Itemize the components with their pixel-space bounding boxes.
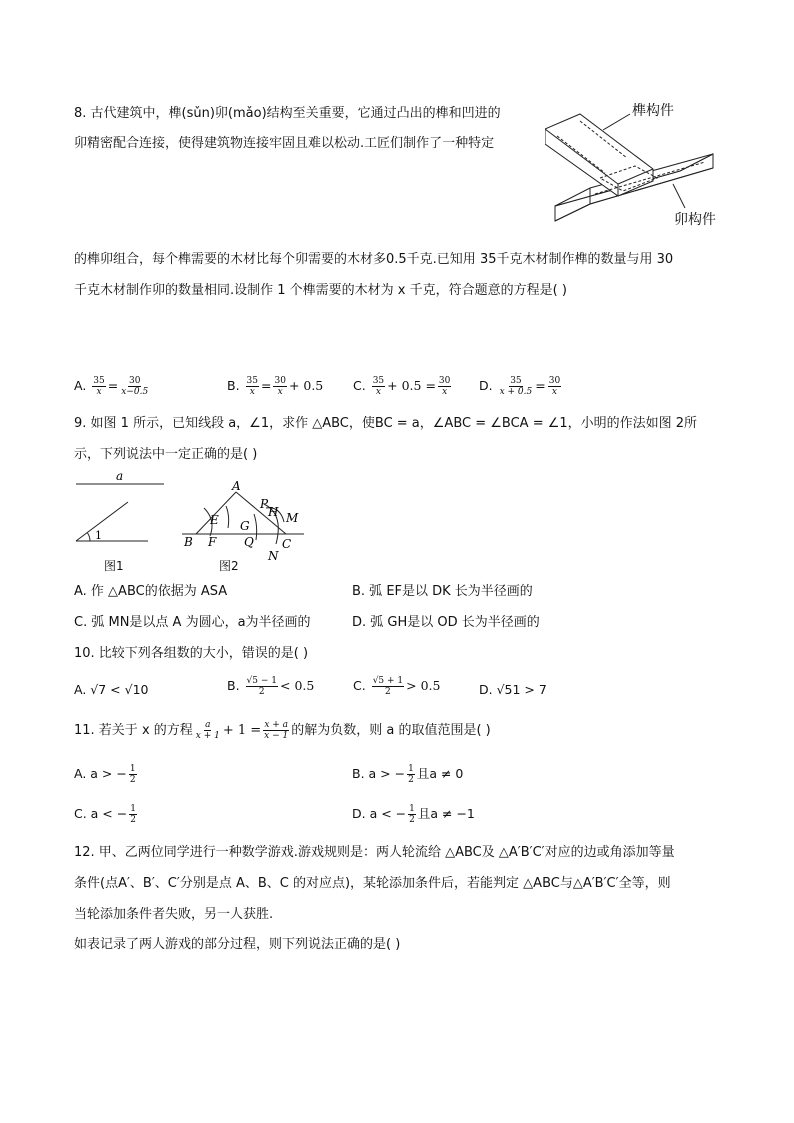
- mortise-label: 卯构件: [674, 212, 716, 228]
- q11-option-c: C. a < − $\frac{1}{2}$: [74, 804, 136, 825]
- q11-option-d: D. a < − $\frac{1}{2}$ 且a ≠ −1: [352, 804, 475, 825]
- angle-1-label: 1: [95, 529, 102, 542]
- figure-1: [68, 468, 173, 548]
- q11-option-b: B. a > − $\frac{1}{2}$ 且a ≠ 0: [352, 764, 464, 785]
- svg-text:P: P: [260, 497, 269, 511]
- q10-option-d: D. √51 > 7: [479, 682, 547, 697]
- q8-option-a: A. $\frac{35}{x}$ = $\frac{30}{x-0.5}$: [74, 376, 149, 397]
- q11-stem: 11. 若关于 x 的方程 $\frac{a}{x + 1}$ + 1 = $\frac{x + a}{x - 1}$ 的解为负数，则 a 的取值范围是( ): [74, 720, 491, 741]
- q8-line3: 的榫卯组合，每个榫需要的木材比每个卯需要的木材多0.5千克.已知用 35千克木材制作榫的数量与用 30: [74, 252, 674, 267]
- q12-line2: 条件(点A′、B′、C′分别是点 A、B、C 的对应点)，某轮添加条件后，若能判定 △ABC与△A′B′C′全等，则: [74, 876, 671, 891]
- q10-option-b: B. $\frac{√5 - 1}{2}$ < 0.5: [227, 676, 315, 697]
- q10-option-c: C. $\frac{√5 + 1}{2}$ > 0.5: [353, 676, 441, 697]
- svg-text:N: N: [268, 549, 279, 563]
- q8-option-c: C. $\frac{35}{x}$ + 0.5 = $\frac{30}{x}$: [353, 376, 451, 397]
- q8-line2: 卯精密配合连接，使得建筑物连接牢固且难以松动.工匠们制作了一种特定: [74, 136, 495, 151]
- q9-option-b: B. 弧 EF是以 DK 长为半径画的: [352, 584, 533, 599]
- q8-line4: 千克木材制作卯的数量相同.设制作 1 个榫需要的木材为 x 千克，符合题意的方程是( ): [74, 283, 567, 298]
- svg-text:Q: Q: [244, 535, 254, 549]
- tenon-label: 榫构件: [632, 103, 674, 119]
- svg-text:M: M: [286, 511, 299, 525]
- q9-line2: 示，下列说法中一定正确的是( ): [74, 447, 258, 462]
- q9-option-c: C. 弧 MN是以点 A 为圆心，a为半径画的: [74, 615, 311, 630]
- q8-option-b: B. $\frac{35}{x}$ = $\frac{30}{x}$ + 0.5: [227, 376, 324, 397]
- segment-a-label: a: [116, 469, 124, 483]
- q12-line1: 12. 甲、乙两位同学进行一种数学游戏.游戏规则是：两人轮流给 △ABC及 △A′B′C′对应的边或角添加等量: [74, 845, 675, 860]
- fig1-caption: 图1: [104, 559, 124, 573]
- q10-option-a: A. √7 < √10: [74, 682, 149, 697]
- q10-stem: 10. 比较下列各组数的大小，错误的是( ): [74, 646, 309, 661]
- svg-text:H: H: [268, 505, 279, 519]
- svg-text:A: A: [232, 479, 241, 493]
- q9-line1: 9. 如图 1 所示，已知线段 a，∠1，求作 △ABC，使BC = a，∠ABC = ∠BCA = ∠1，小明的作法如图 2所: [74, 416, 698, 431]
- figure-2: [176, 478, 306, 564]
- q9-option-a: A. 作 △ABC的依据为 ASA: [74, 584, 228, 599]
- q12-line3: 当轮添加条件者失败，另一人获胜.: [74, 907, 274, 922]
- svg-text:B: B: [184, 535, 193, 549]
- q12-line4: 如表记录了两人游戏的部分过程，则下列说法正确的是( ): [74, 937, 401, 952]
- svg-text:C: C: [282, 537, 292, 551]
- svg-text:G: G: [240, 519, 250, 533]
- fig2-caption: 图2: [219, 559, 239, 573]
- q8-option-d: D. $\frac{35}{x + 0.5}$ = $\frac{30}{x}$: [479, 376, 561, 397]
- q9-option-d: D. 弧 GH是以 OD 长为半径画的: [352, 615, 540, 630]
- svg-text:F: F: [208, 535, 217, 549]
- q8-line1: 8. 古代建筑中，榫(sǔn)卯(mǎo)结构至关重要，它通过凸出的榫和凹进的: [74, 106, 501, 121]
- svg-text:E: E: [210, 513, 219, 527]
- q11-option-a: A. a > − $\frac{1}{2}$: [74, 764, 136, 785]
